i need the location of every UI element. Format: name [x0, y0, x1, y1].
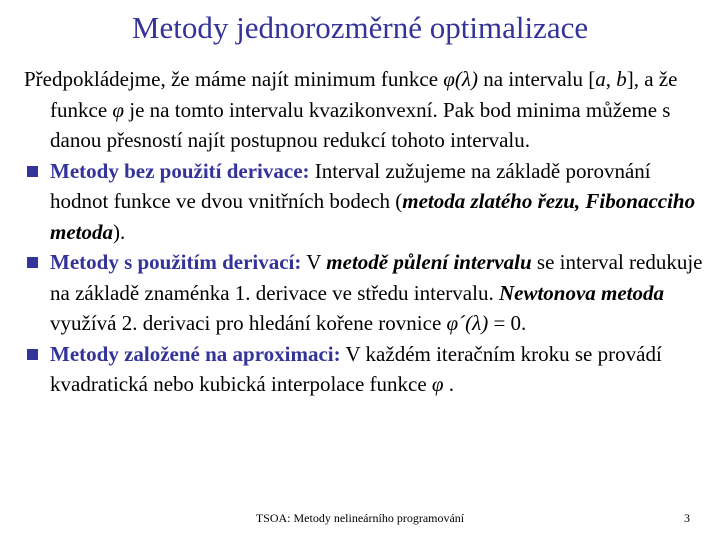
bullet-text: využívá 2. derivaci pro hledání kořene rovnice — [50, 311, 447, 335]
intro-paragraph — [24, 64, 704, 156]
bullet-item-approximation — [24, 339, 704, 400]
bullet-heading: Metody založené na aproximaci: — [50, 341, 341, 366]
bullet-text: . — [443, 372, 455, 396]
interval-a-symbol: a — [595, 67, 606, 91]
bullet-text: ). — [113, 219, 126, 244]
intro-text-3: , — [605, 67, 617, 91]
square-bullet-icon — [27, 166, 38, 177]
intro-text-4: ], a že funkce — [50, 67, 678, 122]
intro-text-1: Předpokládejme, že máme najít minimum funkce — [24, 67, 444, 91]
bullet-heading: Metody s použitím derivací: — [50, 250, 302, 274]
bullet-text: V — [301, 250, 327, 274]
bullet-emphasis: metodě půlení intervalu — [326, 250, 532, 274]
bullet-item-derivative-based — [24, 247, 704, 339]
intro-text-5: je na tomto intervalu kvazikonvexní. Pak bod minima můžeme s danou přesností najít postupnou redukcí tohoto intervalu. — [50, 97, 671, 152]
page-number: 3 — [684, 511, 690, 525]
bullet-text: se interval redukuje na základě znaménka 1. derivace ve středu intervalu. — [50, 250, 703, 305]
intro-text-2: na intervalu [ — [478, 67, 596, 91]
phi-derivative-expression: φ´(λ) — [446, 311, 489, 335]
square-bullet-icon — [27, 349, 38, 360]
footer-text: TSOA: Metody nelineárního programování — [255, 511, 465, 525]
bullet-text: Interval zužujeme na základě porovnání hodnot funkce ve dvou vnitřních bodech ( — [50, 158, 651, 213]
phi-symbol: φ — [431, 372, 444, 396]
square-bullet-icon — [27, 257, 38, 268]
bullet-text: = 0. — [488, 311, 527, 335]
bullet-text: V každém iteračním kroku se provádí kvadratická nebo kubická interpolace funkce — [50, 341, 662, 396]
phi-symbol: φ — [112, 97, 125, 122]
bullet-heading: Metody bez použití derivace: — [50, 158, 310, 183]
slide-title: Metody jednorozměrné optimalizace — [131, 10, 589, 45]
slide-body — [24, 64, 704, 400]
interval-b-symbol: b — [616, 67, 627, 91]
bullet-emphasis: metoda zlatého řezu, Fibonacciho metoda — [50, 189, 696, 244]
phi-lambda-symbol: φ(λ) — [443, 67, 478, 91]
bullet-emphasis: Newtonova metoda — [498, 280, 665, 305]
bullet-item-derivative-free — [24, 156, 704, 248]
